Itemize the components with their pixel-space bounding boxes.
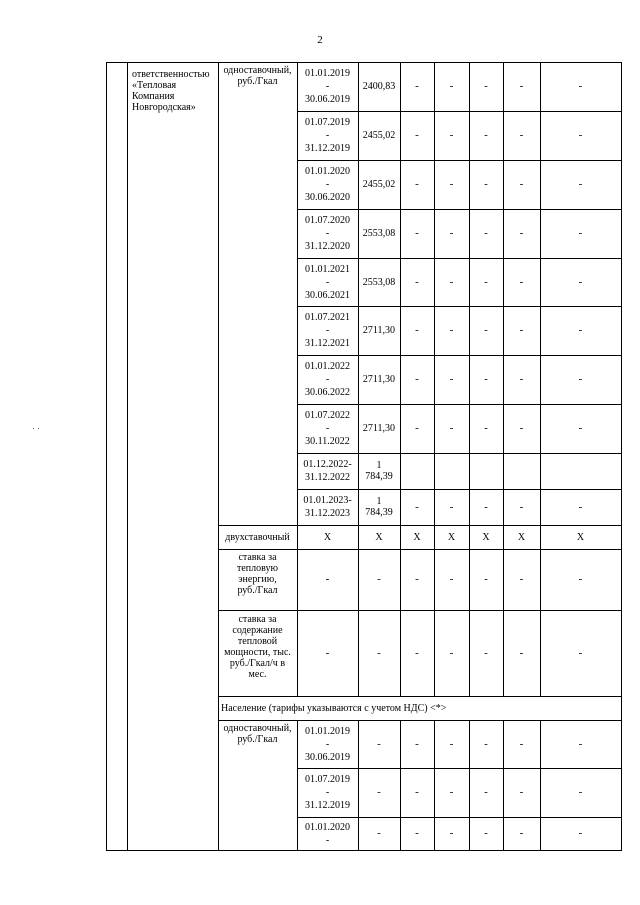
tariff-value: 2400,83 [362, 81, 396, 92]
energy-rate-value: - [449, 573, 454, 585]
period-cell: 01.01.2019 - 30.06.2019 [305, 68, 350, 105]
dash-cell: - [519, 275, 524, 288]
capacity-rate-value: - [484, 646, 488, 659]
tariff-value: 2711,30 [362, 325, 396, 336]
period-cell: 01.07.2022 - 30.11.2022 [305, 410, 350, 447]
dash-cell: - [449, 227, 454, 239]
tariff-value: 2553,08 [362, 228, 396, 239]
dash-cell: - [519, 373, 524, 385]
population-value: - [377, 827, 381, 839]
period-cell: 01.07.2019 - 31.12.2019 [305, 117, 350, 154]
dash-cell: - [484, 80, 488, 92]
capacity-rate-value: - [449, 646, 454, 659]
dash-cell: - [415, 500, 419, 513]
population-value: - [449, 827, 454, 839]
energy-rate-label: ставка за тепловую энергию, руб./Гкал [236, 552, 278, 596]
population-value: - [484, 737, 488, 750]
dash-cell: - [484, 275, 488, 288]
dash-cell: - [578, 129, 583, 141]
two-rate-value: X [576, 531, 585, 543]
dash-cell: - [484, 373, 488, 385]
period-cell: 01.01.2021 - 30.06.2021 [305, 263, 350, 301]
capacity-rate-value: - [578, 646, 583, 659]
organization-name: ответственностью «Тепловая Компания Новгородская» [132, 69, 210, 113]
page-number: 2 [317, 34, 323, 46]
population-value: - [377, 786, 381, 798]
scan-speck [38, 428, 39, 429]
dash-cell: - [415, 275, 419, 288]
population-value: - [578, 827, 583, 839]
period-cell: 01.01.2020 - 30.06.2020 [305, 166, 350, 203]
population-value: - [578, 737, 583, 750]
population-period-cell: 01.07.2019 - 31.12.2019 [305, 774, 350, 811]
population-value: - [415, 737, 419, 750]
dash-cell: - [449, 373, 454, 385]
dash-cell: - [484, 227, 488, 239]
two-rate-value: X [323, 531, 332, 543]
dash-cell: - [415, 324, 419, 336]
population-value: - [519, 827, 524, 839]
population-value: - [449, 737, 454, 750]
dash-cell: - [578, 227, 583, 239]
table-border-left [106, 62, 107, 850]
period-cell: 01.12.2022- 31.12.2022 [303, 459, 352, 483]
period-cell: 01.01.2023- 31.12.2023 [303, 495, 352, 519]
tariff-value: 2711,30 [362, 374, 396, 385]
dash-cell: - [484, 422, 488, 434]
dash-cell: - [415, 178, 419, 190]
column-line [127, 62, 128, 850]
tariff-value: 2455,02 [362, 179, 396, 190]
population-value: - [484, 786, 488, 798]
dash-cell: - [449, 129, 454, 141]
two-rate-label: двухставочный [225, 531, 290, 543]
tariff-value: 1 784,39 [365, 496, 393, 518]
capacity-rate-value: - [377, 646, 381, 659]
dash-cell: - [519, 422, 524, 434]
dash-cell [400, 453, 434, 489]
capacity-rate-value: - [415, 646, 419, 659]
dash-cell: - [519, 178, 524, 190]
energy-rate-value: - [578, 573, 583, 585]
dash-cell: - [449, 422, 454, 434]
dash-cell: - [415, 373, 419, 385]
tariff-value: 2455,02 [362, 130, 396, 141]
dash-cell: - [578, 422, 583, 434]
dash-cell: - [519, 80, 524, 92]
capacity-rate-value: - [325, 646, 330, 659]
dash-cell: - [449, 275, 454, 288]
dash-cell: - [519, 500, 524, 513]
dash-cell: - [415, 80, 419, 92]
dash-cell: - [578, 80, 583, 92]
two-rate-value: X [375, 531, 383, 543]
population-value: - [484, 827, 488, 839]
dash-cell: - [449, 178, 454, 190]
capacity-rate-value: - [519, 646, 524, 659]
dash-cell [434, 453, 469, 489]
table-border-bottom [106, 850, 622, 851]
energy-rate-value: - [377, 573, 381, 585]
dash-cell: - [415, 422, 419, 434]
population-single-rate-label: одноставочный, руб./Гкал [223, 723, 292, 745]
tariff-value: 1 784,39 [365, 460, 393, 482]
population-value: - [519, 737, 524, 750]
population-value: - [578, 786, 583, 798]
period-cell: 01.01.2022 - 30.06.2022 [305, 361, 350, 398]
dash-cell: - [415, 227, 419, 239]
dash-cell: - [578, 324, 583, 336]
dash-cell: - [519, 324, 524, 336]
dash-cell: - [449, 500, 454, 513]
dash-cell: - [484, 178, 488, 190]
dash-cell: - [449, 80, 454, 92]
dash-cell: - [578, 275, 583, 288]
dash-cell: - [484, 324, 488, 336]
tariff-value: 2553,08 [362, 276, 396, 288]
period-cell: 01.07.2021 - 31.12.2021 [305, 312, 350, 349]
period-cell: 01.07.2020 - 31.12.2020 [305, 215, 350, 252]
dash-cell: - [484, 129, 488, 141]
dash-cell: - [519, 227, 524, 239]
capacity-rate-label: ставка за содержание тепловой мощности, тыс. руб./Гкал/ч в мес. [224, 614, 291, 680]
two-rate-value: X [413, 531, 421, 543]
population-period-cell: 01.01.2020 - [305, 821, 350, 846]
dash-cell: - [415, 129, 419, 141]
scan-speck [33, 428, 34, 429]
energy-rate-value: - [484, 573, 488, 585]
tariff-value: 2711,30 [362, 423, 396, 434]
dash-cell: - [578, 373, 583, 385]
population-value: - [377, 737, 381, 750]
two-rate-value: X [482, 531, 490, 543]
dash-cell: - [484, 500, 488, 513]
population-period-cell: 01.01.2019 - 30.06.2019 [305, 725, 350, 763]
dash-cell: - [519, 129, 524, 141]
two-rate-value: X [447, 531, 456, 543]
two-rate-value: X [517, 531, 526, 543]
dash-cell: - [449, 324, 454, 336]
dash-cell [540, 453, 621, 489]
population-value: - [449, 786, 454, 798]
table-border-right [621, 62, 622, 851]
dash-cell [469, 453, 503, 489]
population-value: - [415, 827, 419, 839]
single-rate-label: одноставочный, руб./Гкал [223, 65, 292, 87]
dash-cell [503, 453, 540, 489]
dash-cell: - [578, 178, 583, 190]
energy-rate-value: - [519, 573, 524, 585]
dash-cell: - [578, 500, 583, 513]
energy-rate-value: - [415, 573, 419, 585]
energy-rate-value: - [325, 573, 330, 585]
population-value: - [519, 786, 524, 798]
population-value: - [415, 786, 419, 798]
population-header: Население (тарифы указываются с учетом НДС) <*> [221, 702, 447, 714]
